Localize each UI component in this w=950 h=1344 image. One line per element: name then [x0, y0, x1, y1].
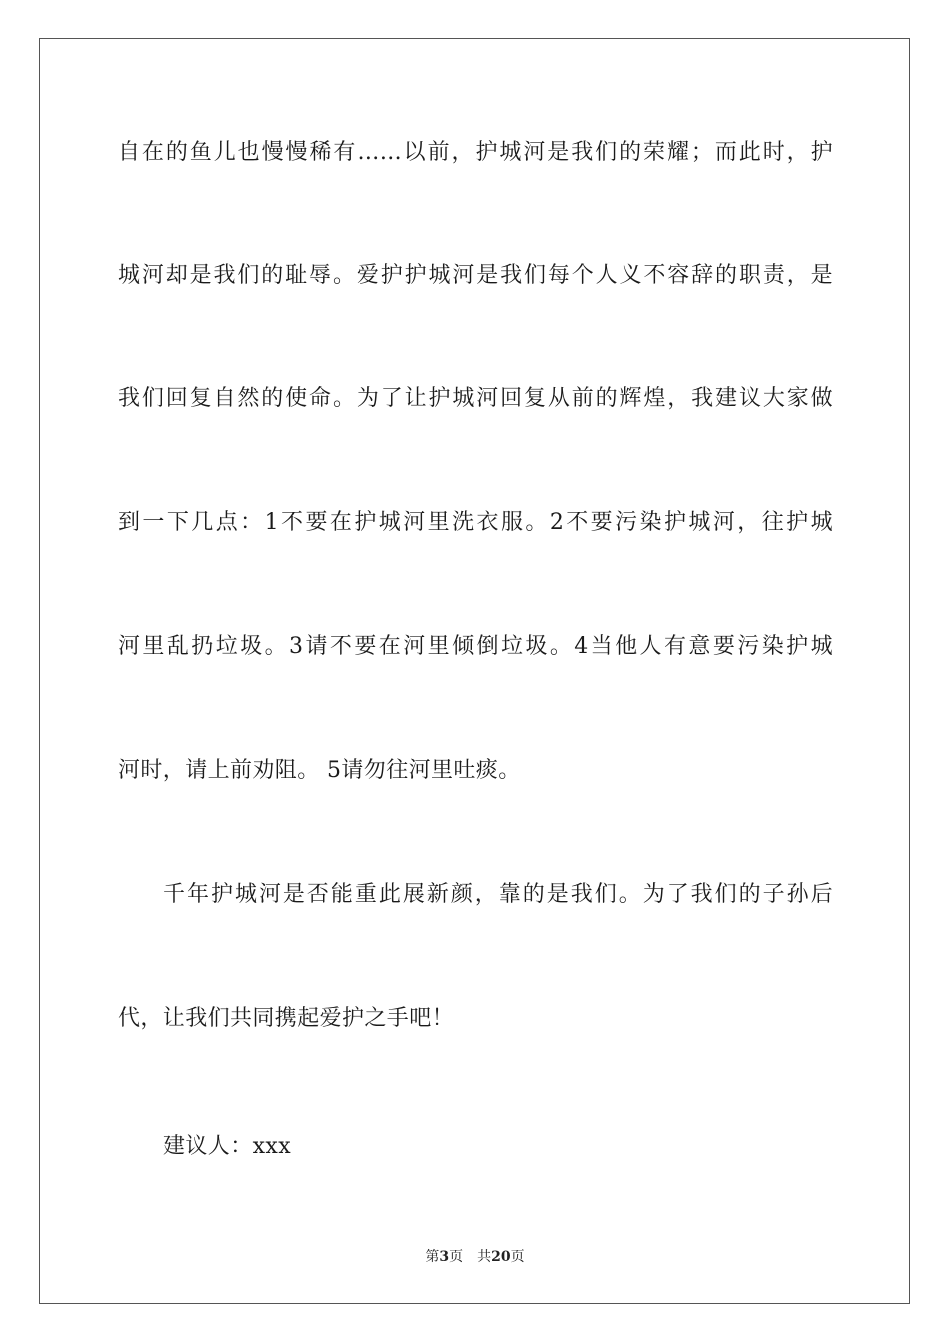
body-line-2: 城河却是我们的耻辱。爱护护城河是我们每个人义不容辞的职责，是 — [118, 263, 833, 288]
footer-page-suffix: 页 — [449, 1249, 464, 1265]
signature-line: 建议人：xxx — [163, 1134, 292, 1159]
footer-total-number: 20 — [491, 1249, 511, 1265]
body-line-1: 自在的鱼儿也慢慢稀有……以前，护城河是我们的荣耀；而此时，护 — [118, 140, 833, 165]
page-footer — [0, 1248, 950, 1266]
body-line-8: 代，让我们共同携起爱护之手吧！ — [118, 1006, 455, 1031]
body-line-3: 我们回复自然的使命。为了让护城河回复从前的辉煌，我建议大家做 — [118, 386, 833, 411]
body-line-5: 河里乱扔垃圾。3请不要在河里倾倒垃圾。4当他人有意要污染护城 — [118, 634, 833, 659]
body-line-4: 到一下几点：1不要在护城河里洗衣服。2不要污染护城河，往护城 — [118, 510, 833, 535]
footer-total-suffix: 页 — [510, 1249, 525, 1265]
footer-page-number: 3 — [439, 1249, 450, 1265]
body-line-7: 千年护城河是否能重此展新颜，靠的是我们。为了我们的子孙后 — [163, 882, 833, 907]
body-line-6: 河时，请上前劝阻。 5请勿往河里吐痰。 — [118, 758, 521, 783]
footer-total-prefix: 共 — [477, 1249, 492, 1265]
page-border — [39, 38, 910, 1304]
footer-page-prefix: 第 — [425, 1249, 440, 1265]
